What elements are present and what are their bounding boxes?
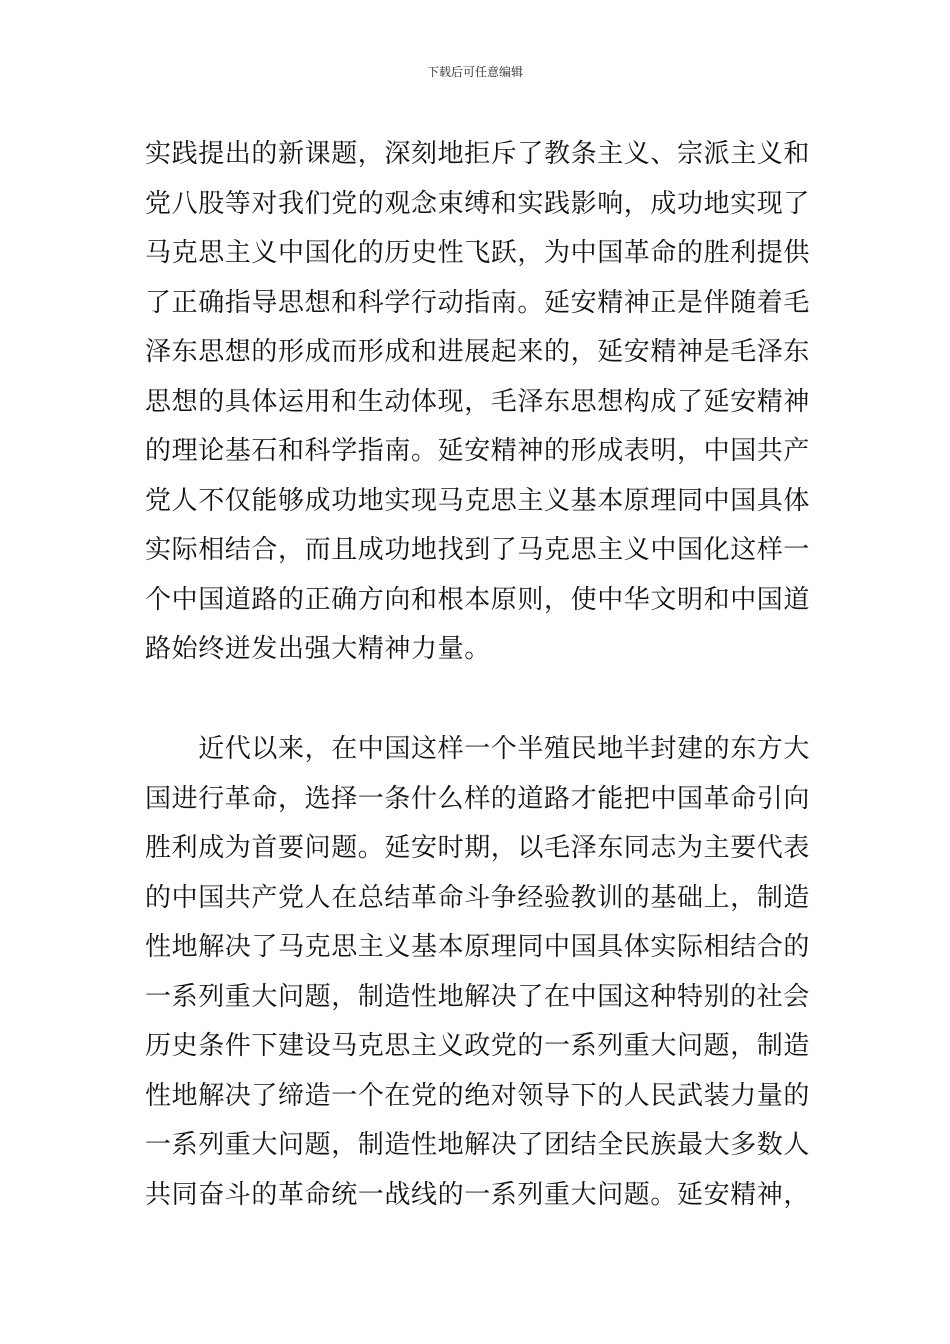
paragraph-line: 近代以来，在中国这样一个半殖民地半封建的东方大 (145, 734, 811, 764)
paragraph-line: 实际相结合，而且成功地找到了马克思主义中国化这样一 (145, 535, 811, 565)
paragraph-line: 实践提出的新课题，深刻地拒斥了教条主义、宗派主义和 (145, 139, 811, 169)
paragraph-line: 一系列重大问题，制造性地解决了团结全民族最大多数人 (145, 1130, 811, 1160)
page-header: 下载后可任意编辑 (426, 65, 523, 79)
paragraph-line: 历史条件下建设马克思主义政党的一系列重大问题，制造 (145, 1031, 811, 1061)
paragraph-line: 的理论基石和科学指南。延安精神的形成表明，中国共产 (145, 436, 811, 466)
paragraph-line: 性地解决了缔造一个在党的绝对领导下的人民武装力量的 (145, 1080, 811, 1111)
paragraph-line: 马克思主义中国化的历史性飞跃，为中国革命的胜利提供 (145, 238, 811, 268)
paragraph-line: 党八股等对我们党的观念束缚和实践影响，成功地实现了 (145, 188, 811, 219)
paragraph-line: 国进行革命，选择一条什么样的道路才能把中国革命引向 (145, 783, 811, 814)
paragraph-line: 思想的具体运用和生动体现，毛泽东思想构成了延安精神 (145, 386, 811, 417)
paragraph-line: 了正确指导思想和科学行动指南。延安精神正是伴随着毛 (145, 287, 811, 318)
paragraph-line: 泽东思想的形成而形成和进展起来的，延安精神是毛泽东 (145, 337, 811, 367)
paragraph-line: 胜利成为首要问题。延安时期，以毛泽东同志为主要代表 (145, 833, 811, 863)
paragraph-line: 共同奋斗的革命统一战线的一系列重大问题。延安精神， (145, 1179, 811, 1210)
paragraph-line: 个中国道路的正确方向和根本原则，使中华文明和中国道 (145, 584, 811, 615)
paragraph-2 (145, 725, 810, 1220)
paragraph-line: 党人不仅能够成功地实现马克思主义基本原理同中国具体 (145, 485, 811, 516)
paragraph-line: 一系列重大问题，制造性地解决了在中国这种特别的社会 (145, 981, 811, 1012)
paragraph-line: 路始终迸发出强大精神力量。 (145, 634, 491, 664)
paragraph-1 (145, 130, 810, 675)
paragraph-line: 的中国共产党人在总结革命斗争经验教训的基础上，制造 (145, 882, 811, 913)
paragraph-line: 性地解决了马克思主义基本原理同中国具体实际相结合的 (145, 932, 811, 962)
